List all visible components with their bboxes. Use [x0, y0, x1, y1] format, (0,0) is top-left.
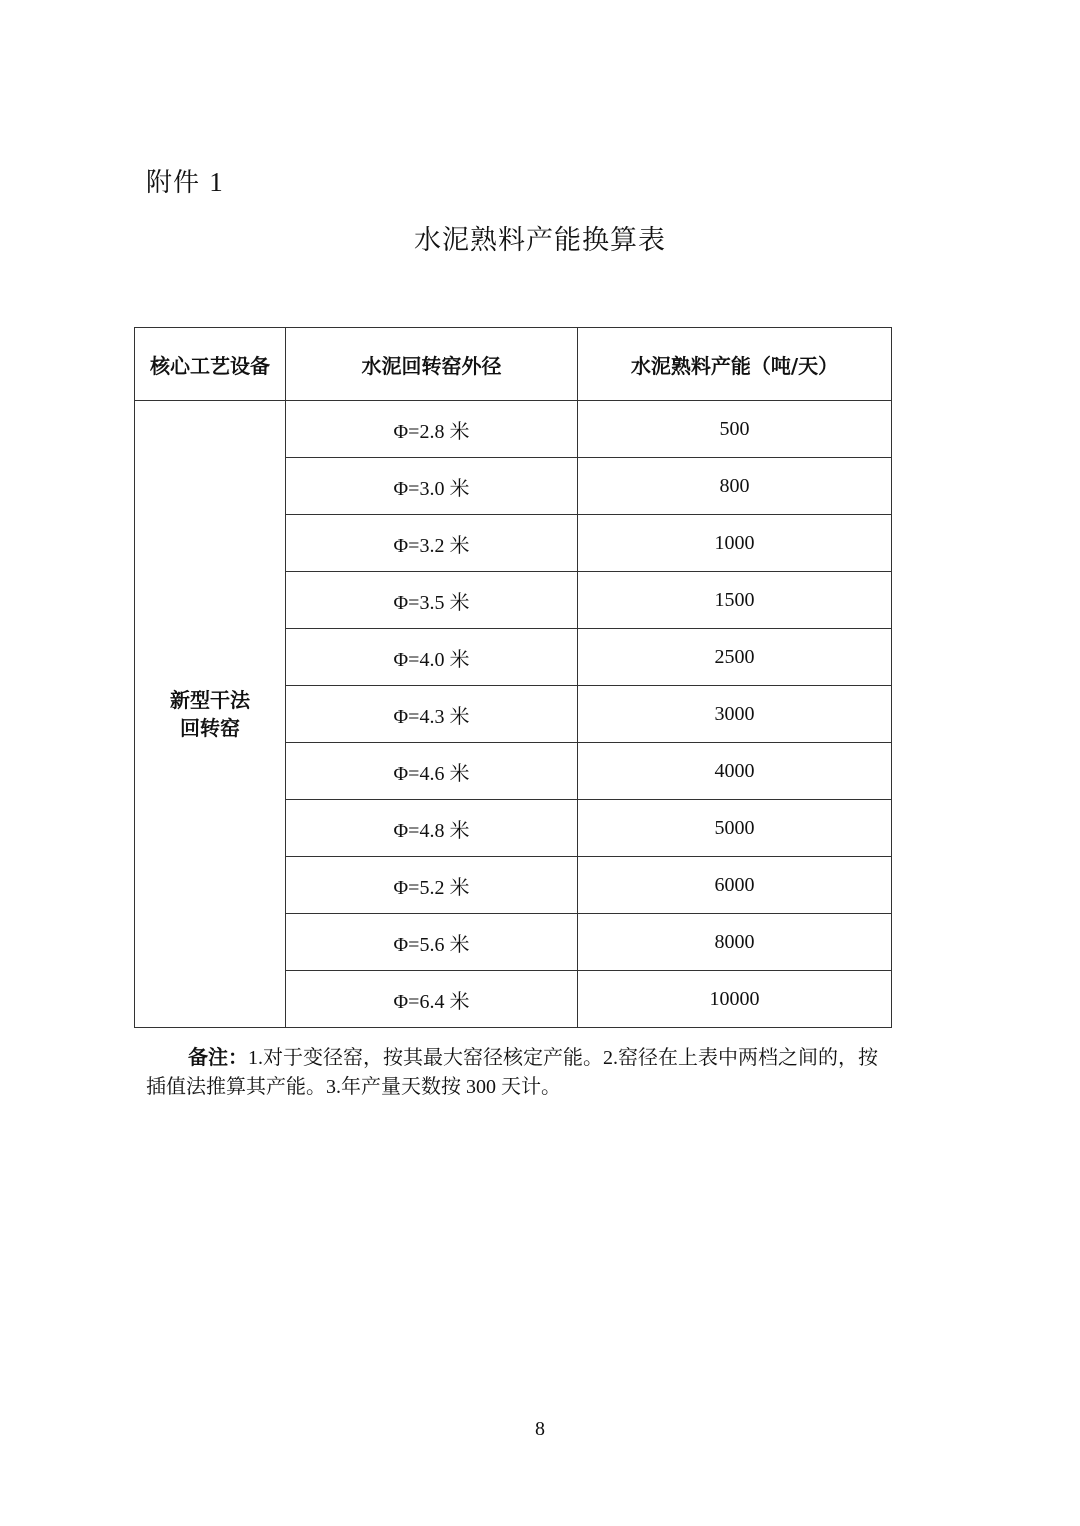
diameter-cell: Φ=3.5 米 — [286, 572, 578, 629]
document-title: 水泥熟料产能换算表 — [414, 225, 666, 256]
equipment-line-2: 回转窑 — [180, 716, 240, 740]
capacity-conversion-table — [134, 327, 892, 1028]
equipment-line-1: 新型干法 — [170, 688, 250, 712]
attachment-label — [146, 164, 224, 201]
diameter-cell: Φ=5.2 米 — [286, 857, 578, 914]
attachment-text: 附件 — [146, 168, 201, 198]
capacity-cell: 5000 — [578, 800, 892, 857]
diameter-cell: Φ=4.3 米 — [286, 686, 578, 743]
equipment-cell — [135, 401, 286, 1028]
capacity-cell: 1000 — [578, 515, 892, 572]
capacity-cell: 4000 — [578, 743, 892, 800]
diameter-cell: Φ=3.0 米 — [286, 458, 578, 515]
diameter-cell: Φ=2.8 米 — [286, 401, 578, 458]
capacity-cell: 3000 — [578, 686, 892, 743]
attachment-number: 1 — [209, 167, 224, 197]
header-kiln-diameter: 水泥回转窑外径 — [286, 328, 578, 401]
capacity-cell: 6000 — [578, 857, 892, 914]
page-number: 8 — [535, 1418, 545, 1440]
diameter-cell: Φ=4.0 米 — [286, 629, 578, 686]
capacity-cell: 10000 — [578, 971, 892, 1028]
header-equipment: 核心工艺设备 — [135, 328, 286, 401]
table-header-row — [135, 328, 892, 401]
capacity-cell: 500 — [578, 401, 892, 458]
capacity-cell: 8000 — [578, 914, 892, 971]
diameter-cell: Φ=4.8 米 — [286, 800, 578, 857]
note-line-1-text: 1.对于变径窑，按其最大窑径核定产能。2.窑径在上表中两档之间的，按 — [248, 1047, 878, 1069]
header-clinker-capacity: 水泥熟料产能（吨/天） — [578, 328, 892, 401]
note-label: 备注： — [188, 1045, 248, 1069]
diameter-cell: Φ=6.4 米 — [286, 971, 578, 1028]
diameter-cell: Φ=3.2 米 — [286, 515, 578, 572]
table-note — [146, 1043, 946, 1102]
diameter-cell: Φ=5.6 米 — [286, 914, 578, 971]
note-line-1 — [146, 1043, 946, 1073]
capacity-cell: 1500 — [578, 572, 892, 629]
diameter-cell: Φ=4.6 米 — [286, 743, 578, 800]
table-row — [135, 401, 892, 458]
capacity-cell: 2500 — [578, 629, 892, 686]
capacity-cell: 800 — [578, 458, 892, 515]
note-line-2: 插值法推算其产能。3.年产量天数按 300 天计。 — [146, 1076, 561, 1098]
